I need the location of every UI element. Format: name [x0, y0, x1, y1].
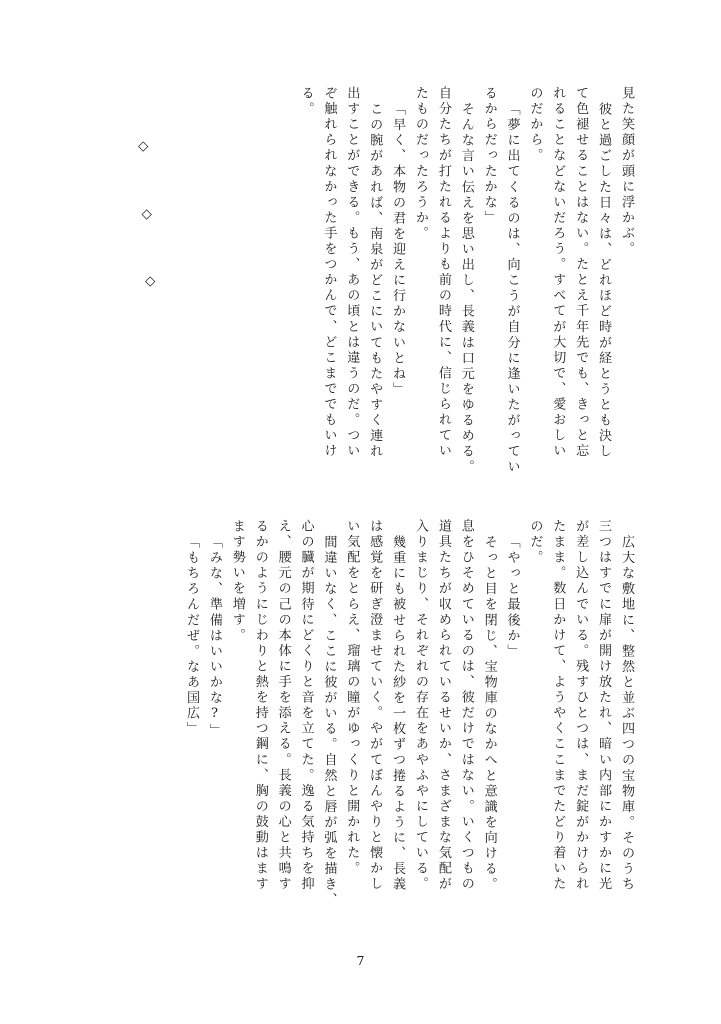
top-text-column: 「夢に出てくるのは、向こうが自分に逢いたがってい [504, 101, 520, 475]
top-text-column: 自分たちが打たれるよりも前の時代に、信じられてい [435, 86, 451, 460]
bottom-text-column: が差し込んでいる。残すひとつは、まだ錠がかけられ [573, 519, 589, 893]
bottom-text-column: るかのようにじわりと熱を持つ鋼に、胸の鼓動はます [252, 519, 268, 893]
diamond-icon: ◇ [141, 205, 152, 222]
top-text-column: この腕があれば、南泉がどこにいてもたやすく連れ [367, 101, 383, 460]
top-text-column: るからだったかな」 [481, 86, 497, 226]
top-text-column: 出すことができる。もう、あの頃とは違うのだ。つい [344, 86, 360, 460]
top-text-column: そんな言い伝えを思い出し、長義は口元をゆるめる。 [458, 101, 474, 475]
top-text-column: 彼と過ごした日々は、どれほど時が経とうとも決し [596, 101, 612, 460]
top-text-column: る。 [298, 86, 314, 118]
bottom-text-column: 広大な敷地に、整然と並ぶ四つの宝物庫。そのうち [619, 534, 634, 893]
bottom-text-column: たまま。数日かけて、ようやくここまでたどり着いた [550, 519, 566, 893]
bottom-text-column: は感覚を研ぎ澄ませていく。やがてぼんやりと懐かし [367, 519, 383, 893]
top-text-block [290, 86, 633, 475]
top-text-column: 「早く、本物の君を迎えに行かないとね」 [390, 101, 406, 398]
bottom-text-column: 三つはすでに扉が開け放たれ、暗い内部にかすかに光 [596, 519, 612, 893]
bottom-text-column: 「やっと最後か」 [504, 534, 520, 659]
bottom-text-column: ます勢いを増す。 [229, 519, 245, 644]
top-text-column: ぞ触れられなかった手をつかんで、どこまででもいけ [321, 86, 337, 460]
top-text-column: れることなどないだろう。すべてが大切で、愛おしい [550, 86, 566, 460]
bottom-text-column: 間違いなく、ここに彼がいる。自然と唇が弧を描き、 [321, 534, 337, 908]
bottom-text-block [175, 519, 633, 908]
bottom-text-column: のだ。 [527, 519, 543, 566]
scene-break-separator [131, 140, 155, 289]
bottom-text-column: 道具たちが収められているせいか、さまざまな気配が [435, 519, 451, 893]
bottom-text-column: え、腰元の己の本体に手を添える。長義の心と共鳴す [275, 519, 291, 893]
top-text-column: のだから。 [527, 86, 543, 164]
diamond-icon: ◇ [145, 273, 156, 289]
bottom-text-column: 入りまじり、それぞれの存在をあやふやにしている。 [412, 519, 428, 893]
top-text-column: たものだったろうか。 [412, 86, 428, 242]
bottom-text-column: 心の臓が期待にどくりと音を立てた。逸る気持ちを抑 [298, 519, 314, 893]
bottom-text-column: 息をひそめているのは、彼だけではない。いくつもの [458, 519, 474, 893]
page-number: 7 [356, 953, 365, 968]
bottom-text-column: 「もちろんだぜ。なあ国広」 [184, 534, 200, 737]
top-text-column: て色褪せることはない。たとえ千年先でも、きっと忘 [573, 86, 589, 460]
diamond-icon: ◇ [138, 138, 149, 154]
top-text-column: 見た笑顔が頭に浮かぶ。 [619, 86, 634, 258]
bottom-text-column: そっと目を閉じ、宝物庫のなかへと意識を向ける。 [481, 534, 497, 893]
bottom-text-column: い気配をとらえ、瑠璃の瞳がゆっくりと開かれた。 [344, 519, 360, 877]
bottom-text-column: 幾重にも被せられた紗を一枚ずつ捲るように、長義 [390, 534, 406, 893]
bottom-text-column: 「みな、準備はいいかな?」 [206, 534, 222, 739]
